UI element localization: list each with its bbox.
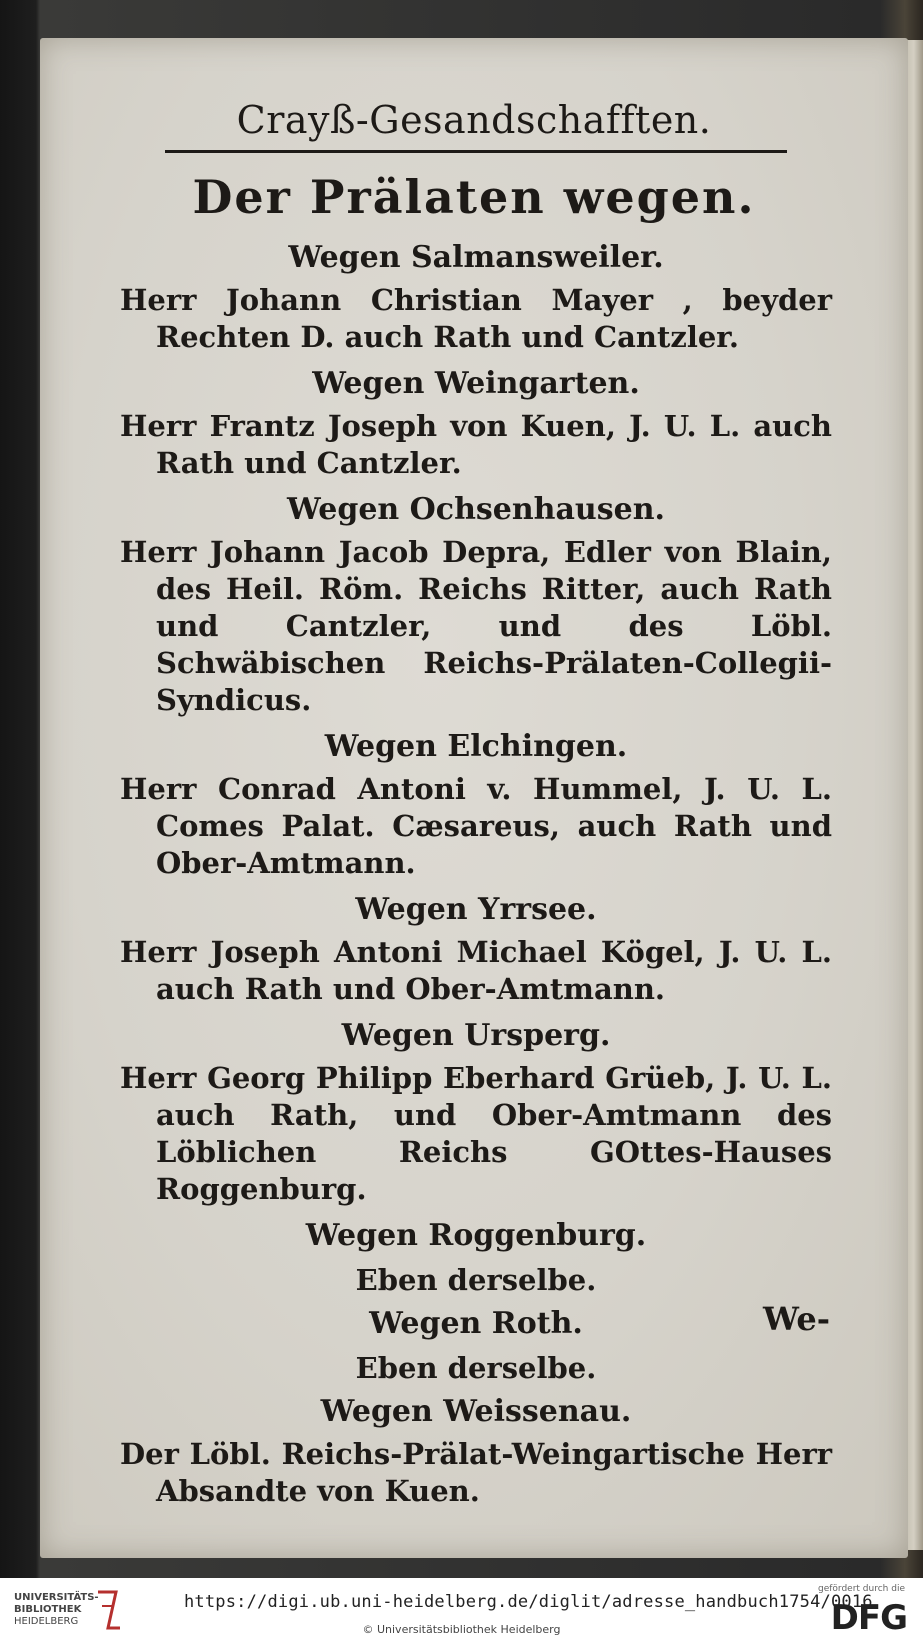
entry-heading: Wegen Weissenau. (320, 1394, 632, 1429)
entry-heading: Wegen Roggenburg. (305, 1218, 647, 1253)
entry-text: Herr Frantz Joseph von Kuen, J. U. L. auch Rath und Cantzler. (120, 409, 832, 480)
entry-heading: Wegen Roth. (369, 1306, 583, 1341)
running-header: Crayß-Gesandschafften. (236, 98, 712, 142)
entry-heading: Wegen Salmansweiler. (288, 240, 664, 275)
entry-text: Herr Joseph Antoni Michael Kögel, J. U. L. auch Rath und Ober-Amtmann. (120, 935, 832, 1006)
entry-heading: Wegen Elchingen. (324, 729, 628, 764)
entry-heading: Wegen Ursperg. (341, 1018, 611, 1053)
viewer-footer (0, 1578, 923, 1645)
funding-note: gefördert durch die (818, 1584, 905, 1594)
entry-text: Eben derselbe. (355, 1263, 597, 1297)
page-title: Der Prälaten wegen. (192, 170, 756, 224)
entry-text: Eben derselbe. (355, 1351, 597, 1385)
library-name-line: UNIVERSITÄTS- (14, 1592, 99, 1603)
book-page (40, 38, 908, 1558)
entry-text: Herr Johann Jacob Depra, Edler von Blain, des Heil. Röm. Reichs Ritter, auch Rath und Cantzler, und des Löbl. Schwäbischen Reichs-Prälaten-Collegii-Syndicus. (120, 535, 832, 717)
entry-text: Herr Conrad Antoni v. Hummel, J. U. L. Comes Palat. Cæsareus, auch Rath und Ober-Amtmann. (120, 772, 832, 880)
dfg-logo[interactable]: DFG (830, 1598, 907, 1638)
catchword: We- (763, 1300, 830, 1338)
entry-text: Herr Georg Philipp Eberhard Grüeb, J. U. L. auch Rath, und Ober-Amtmann des Löblichen Reichs GOttes-Hauses Roggenburg. (120, 1061, 832, 1206)
entry-heading: Wegen Ochsenhausen. (287, 492, 665, 527)
entry-heading: Wegen Yrrsee. (355, 892, 597, 927)
library-name-line: HEIDELBERG (14, 1616, 79, 1627)
copyright-notice: © Universitätsbibliothek Heidelberg (362, 1623, 561, 1636)
entry-text: Der Löbl. Reichs-Prälat-Weingartische Herr Absandte von Kuen. (120, 1437, 832, 1508)
library-name-line: BIBLIOTHEK (14, 1604, 82, 1615)
page-text (40, 38, 908, 1558)
entry-heading: Wegen Weingarten. (312, 366, 640, 401)
entry-text: Herr Johann Christian Mayer , beyder Rechten D. auch Rath und Cantzler. (120, 283, 832, 354)
entries-list (120, 236, 832, 1516)
header-rule (165, 150, 787, 153)
page-url-link[interactable]: https://digi.ub.uni-heidelberg.de/diglit/adresse_handbuch1754/0016 (184, 1592, 873, 1612)
